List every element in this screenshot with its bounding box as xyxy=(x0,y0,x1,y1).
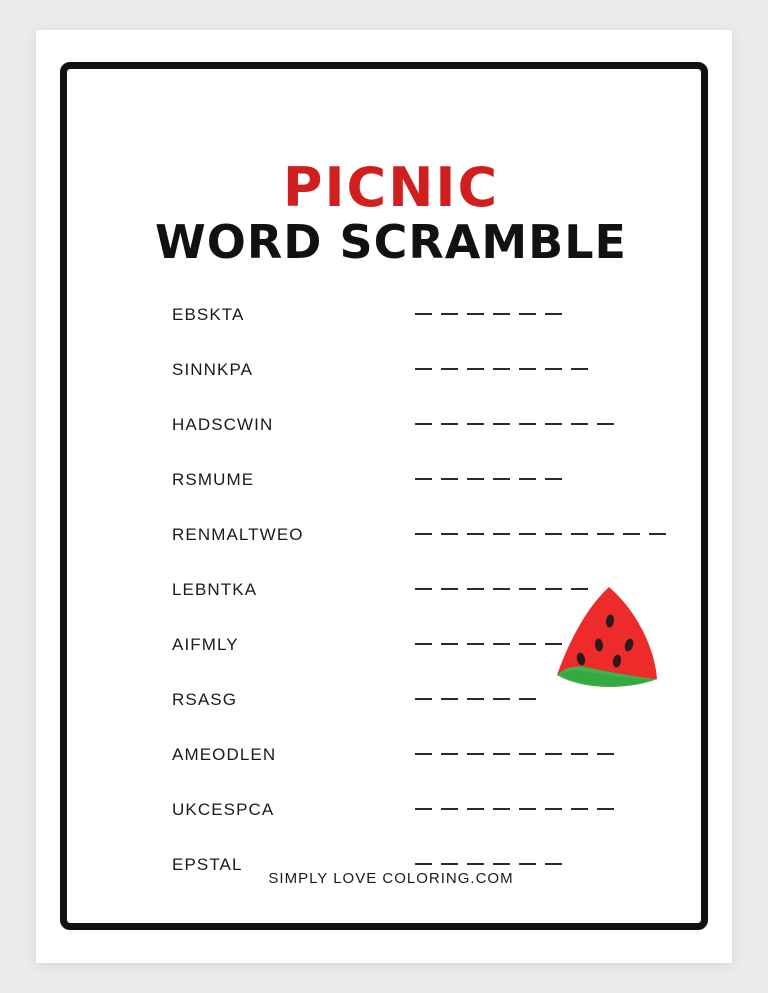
scramble-row xyxy=(67,727,715,782)
answer-blank[interactable] xyxy=(493,368,510,370)
answer-blank[interactable] xyxy=(519,808,536,810)
answer-blank[interactable] xyxy=(519,533,536,535)
answer-blank[interactable] xyxy=(519,863,536,865)
answer-blank[interactable] xyxy=(467,698,484,700)
scrambled-word: RENMALTWEO xyxy=(172,524,304,544)
answer-blank[interactable] xyxy=(441,698,458,700)
answer-blank[interactable] xyxy=(415,698,432,700)
answer-blank[interactable] xyxy=(519,368,536,370)
answer-blank[interactable] xyxy=(519,313,536,315)
scrambled-word: EPSTAL xyxy=(172,854,243,874)
answer-blank[interactable] xyxy=(415,863,432,865)
scrambled-word: AIFMLY xyxy=(172,634,239,654)
scrambled-word: EBSKTA xyxy=(172,304,245,324)
answer-blank[interactable] xyxy=(571,808,588,810)
answer-blank[interactable] xyxy=(545,423,562,425)
answer-blank[interactable] xyxy=(493,313,510,315)
scrambled-word: UKCESPCA xyxy=(172,799,275,819)
answer-blank[interactable] xyxy=(545,313,562,315)
watermelon-slice-icon xyxy=(547,579,667,699)
answer-blank[interactable] xyxy=(415,313,432,315)
answer-blank[interactable] xyxy=(441,863,458,865)
answer-blank[interactable] xyxy=(545,863,562,865)
scramble-row xyxy=(67,397,715,452)
answer-blank[interactable] xyxy=(623,533,640,535)
answer-blank[interactable] xyxy=(493,588,510,590)
answer-blank[interactable] xyxy=(493,423,510,425)
answer-blank[interactable] xyxy=(545,478,562,480)
scrambled-word: HADSCWIN xyxy=(172,414,274,434)
answer-blanks[interactable] xyxy=(415,423,614,425)
answer-blank[interactable] xyxy=(545,368,562,370)
answer-blanks[interactable] xyxy=(415,808,614,810)
answer-blank[interactable] xyxy=(415,588,432,590)
answer-blank[interactable] xyxy=(415,478,432,480)
answer-blank[interactable] xyxy=(545,753,562,755)
answer-blank[interactable] xyxy=(467,808,484,810)
answer-blank[interactable] xyxy=(519,478,536,480)
answer-blank[interactable] xyxy=(415,533,432,535)
scrambled-word: RSMUME xyxy=(172,469,255,489)
scramble-row xyxy=(67,507,715,562)
page-subtitle: WORD SCRAMBLE xyxy=(155,215,627,269)
answer-blank[interactable] xyxy=(493,753,510,755)
answer-blank[interactable] xyxy=(441,478,458,480)
answer-blank[interactable] xyxy=(415,423,432,425)
answer-blank[interactable] xyxy=(545,808,562,810)
answer-blank[interactable] xyxy=(519,643,536,645)
answer-blank[interactable] xyxy=(571,423,588,425)
answer-blank[interactable] xyxy=(441,808,458,810)
answer-blank[interactable] xyxy=(441,423,458,425)
scrambled-word: LEBNTKA xyxy=(172,579,258,599)
answer-blanks[interactable] xyxy=(415,698,536,700)
answer-blanks[interactable] xyxy=(415,313,562,315)
footer-credit: SIMPLY LOVE COLORING.COM xyxy=(268,870,514,887)
answer-blank[interactable] xyxy=(571,753,588,755)
answer-blank[interactable] xyxy=(441,368,458,370)
answer-blank[interactable] xyxy=(493,478,510,480)
answer-blank[interactable] xyxy=(441,643,458,645)
answer-blanks[interactable] xyxy=(415,478,562,480)
answer-blank[interactable] xyxy=(493,533,510,535)
answer-blank[interactable] xyxy=(415,808,432,810)
answer-blank[interactable] xyxy=(545,533,562,535)
answer-blank[interactable] xyxy=(519,423,536,425)
answer-blank[interactable] xyxy=(493,863,510,865)
answer-blank[interactable] xyxy=(467,423,484,425)
scramble-row xyxy=(67,342,715,397)
answer-blank[interactable] xyxy=(597,533,614,535)
answer-blank[interactable] xyxy=(649,533,666,535)
answer-blank[interactable] xyxy=(441,753,458,755)
answer-blank[interactable] xyxy=(467,533,484,535)
answer-blank[interactable] xyxy=(493,698,510,700)
answer-blank[interactable] xyxy=(415,368,432,370)
answer-blank[interactable] xyxy=(467,863,484,865)
answer-blanks[interactable] xyxy=(415,863,562,865)
answer-blank[interactable] xyxy=(467,478,484,480)
answer-blank[interactable] xyxy=(571,368,588,370)
scramble-row xyxy=(67,782,715,837)
answer-blanks[interactable] xyxy=(415,368,588,370)
scrambled-word: SINNKPA xyxy=(172,359,254,379)
answer-blank[interactable] xyxy=(467,313,484,315)
answer-blank[interactable] xyxy=(493,808,510,810)
answer-blanks[interactable] xyxy=(415,753,614,755)
answer-blank[interactable] xyxy=(441,313,458,315)
answer-blank[interactable] xyxy=(467,643,484,645)
answer-blank[interactable] xyxy=(597,423,614,425)
answer-blank[interactable] xyxy=(467,753,484,755)
answer-blank[interactable] xyxy=(519,698,536,700)
answer-blank[interactable] xyxy=(441,588,458,590)
answer-blank[interactable] xyxy=(493,643,510,645)
answer-blank[interactable] xyxy=(441,533,458,535)
page-title: PICNIC xyxy=(282,156,500,219)
scrambled-word: RSASG xyxy=(172,689,238,709)
worksheet-page xyxy=(36,30,732,963)
scramble-row xyxy=(67,452,715,507)
page-border-frame xyxy=(60,62,708,930)
answer-blank[interactable] xyxy=(597,753,614,755)
answer-blanks[interactable] xyxy=(415,643,562,645)
answer-blanks[interactable] xyxy=(415,533,666,535)
answer-blank[interactable] xyxy=(519,588,536,590)
scrambled-word: AMEODLEN xyxy=(172,744,277,764)
answer-blank[interactable] xyxy=(467,368,484,370)
answer-blank[interactable] xyxy=(597,808,614,810)
answer-blank[interactable] xyxy=(415,643,432,645)
answer-blank[interactable] xyxy=(415,753,432,755)
scramble-row xyxy=(67,287,715,342)
answer-blank[interactable] xyxy=(571,533,588,535)
answer-blank[interactable] xyxy=(519,753,536,755)
answer-blank[interactable] xyxy=(467,588,484,590)
